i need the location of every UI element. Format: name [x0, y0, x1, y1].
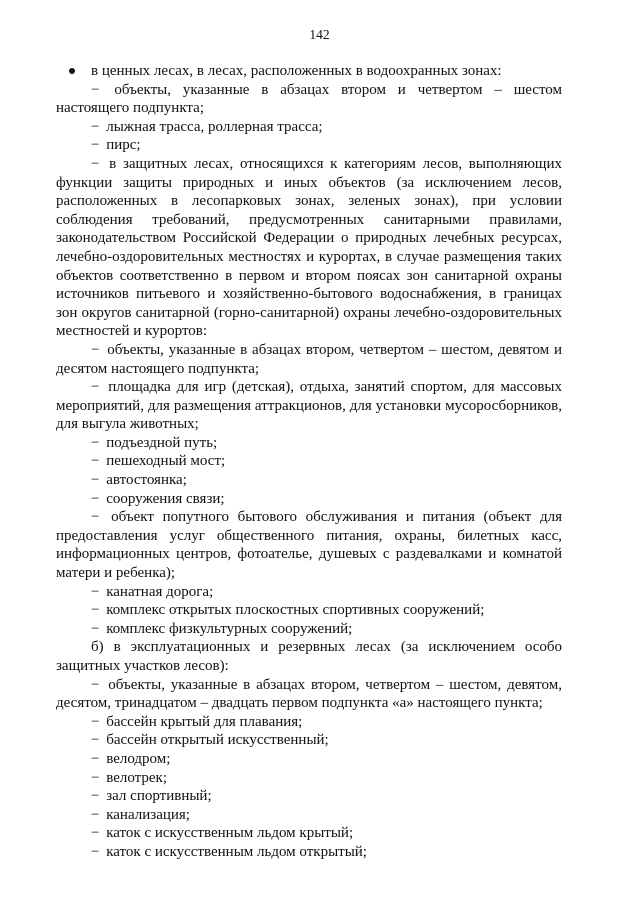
- list-item: [56, 787, 562, 806]
- paragraph-text: в ценных лесах, в лесах, расположенных в водоохранных зонах:: [91, 63, 502, 79]
- dash-marker: −: [91, 509, 100, 526]
- dash-marker: −: [91, 713, 100, 730]
- list-item: [56, 452, 562, 471]
- dash-marker: −: [91, 155, 100, 172]
- paragraph-text: автостоянка;: [106, 472, 187, 489]
- section-paragraph: [56, 638, 562, 675]
- dash-marker: −: [91, 750, 100, 767]
- dash-marker: −: [91, 81, 100, 98]
- paragraph-text: каток с искусственным льдом открытый;: [106, 843, 367, 860]
- paragraph-text: площадка для игр (детская), отдыха, занятий спортом, для массовых мероприятий, для размещения аттракционов, для установки мусоросборников, для выгула животных;: [56, 379, 562, 433]
- dash-marker: −: [91, 620, 100, 637]
- dash-marker: −: [91, 732, 100, 749]
- list-item: [56, 434, 562, 453]
- list-item: [56, 769, 562, 788]
- paragraph-text: в защитных лесах, относящихся к категориям лесов, выполняющих функции защиты природных и иных объектов (за исключением лесов, расположенных в лесопарковых зонах, зеленых зонах), при условии соблюдения требований, предусмотренных санитарными правилами, законодательством Российской Федерации о природных лечебных ресурсах, лечебно-оздоровительных местностях и курортах, в случае размещения таких объектов соответственно в первом и втором поясах зон санитарной охраны источников питьевого и хозяйственно-бытового водоснабжения, в границах зон округов санитарной (горно-санитарной) охраны лечебно-оздоровительных местностей и курортов:: [56, 155, 562, 340]
- dash-marker: −: [91, 453, 100, 470]
- list-item: [56, 81, 562, 118]
- dash-marker: −: [91, 490, 100, 507]
- list-item: [56, 583, 562, 602]
- list-item: [56, 843, 562, 862]
- dash-marker: −: [91, 843, 100, 860]
- paragraph-text: б) в эксплуатационных и резервных лесах (за исключением особо защитных участков лесов):: [56, 639, 562, 674]
- bullet-paragraph: [56, 62, 562, 81]
- paragraph-text: велотрек;: [106, 769, 168, 786]
- list-item: [56, 676, 562, 713]
- list-item: [56, 824, 562, 843]
- list-item: [56, 155, 562, 341]
- dash-marker: −: [91, 602, 100, 619]
- paragraph-text: объекты, указанные в абзацах втором, четвертом – шестом, девятом и десятом настоящего подпункта;: [56, 341, 562, 377]
- list-item: [56, 136, 562, 155]
- list-item: [56, 806, 562, 825]
- paragraph-text: бассейн крытый для плавания;: [106, 713, 303, 730]
- paragraph-text: подъездной путь;: [106, 434, 218, 451]
- list-item: [56, 620, 562, 639]
- paragraph-text: каток с искусственным льдом крытый;: [106, 825, 354, 842]
- paragraph-text: объекты, указанные в абзацах втором и четвертом – шестом настоящего подпункта;: [56, 81, 563, 117]
- dash-marker: −: [91, 341, 100, 358]
- list-item: [56, 118, 562, 137]
- dash-marker: −: [91, 806, 100, 823]
- paragraph-text: сооружения связи;: [106, 490, 225, 507]
- paragraph-text: велодром;: [106, 750, 171, 767]
- dash-marker: −: [91, 788, 100, 805]
- dash-marker: −: [91, 137, 100, 154]
- paragraph-text: объект попутного бытового обслуживания и питания (объект для предоставления услуг общественного питания, охраны, билетных касс, информационных центров, фотоателье, душевых с раздевалками и комнатой матери и ребенка);: [56, 509, 562, 582]
- paragraph-text: лыжная трасса, роллерная трасса;: [106, 118, 323, 135]
- list-item: [56, 713, 562, 732]
- dash-marker: −: [91, 676, 100, 693]
- dash-marker: −: [91, 825, 100, 842]
- list-item: [56, 750, 562, 769]
- dash-marker: −: [91, 472, 100, 489]
- paragraph-text: канализация;: [106, 806, 190, 823]
- paragraph-text: комплекс открытых плоскостных спортивных сооружений;: [106, 602, 485, 619]
- dash-marker: −: [91, 434, 100, 451]
- dash-marker: −: [91, 118, 100, 135]
- list-item: [56, 341, 562, 378]
- bullet-icon: [69, 68, 75, 74]
- list-item: [56, 471, 562, 490]
- paragraph-text: канатная дорога;: [106, 583, 214, 600]
- dash-marker: −: [91, 583, 100, 600]
- dash-marker: −: [91, 379, 100, 396]
- page-number: 142: [309, 27, 330, 42]
- document-body: [56, 62, 562, 862]
- paragraph-text: комплекс физкультурных сооружений;: [106, 620, 353, 637]
- dash-marker: −: [91, 769, 100, 786]
- paragraph-text: бассейн открытый искусственный;: [106, 732, 329, 749]
- list-item: [56, 378, 562, 434]
- paragraph-text: объекты, указанные в абзацах втором, четвертом – шестом, девятом, десятом, тринадцатом – двадцать первом подпункта «а» настоящего пункта;: [56, 676, 562, 712]
- paragraph-text: зал спортивный;: [106, 788, 212, 805]
- list-item: [56, 731, 562, 750]
- paragraph-text: пирс;: [106, 137, 141, 154]
- list-item: [56, 490, 562, 509]
- list-item: [56, 508, 562, 582]
- list-item: [56, 601, 562, 620]
- paragraph-text: пешеходный мост;: [106, 453, 226, 470]
